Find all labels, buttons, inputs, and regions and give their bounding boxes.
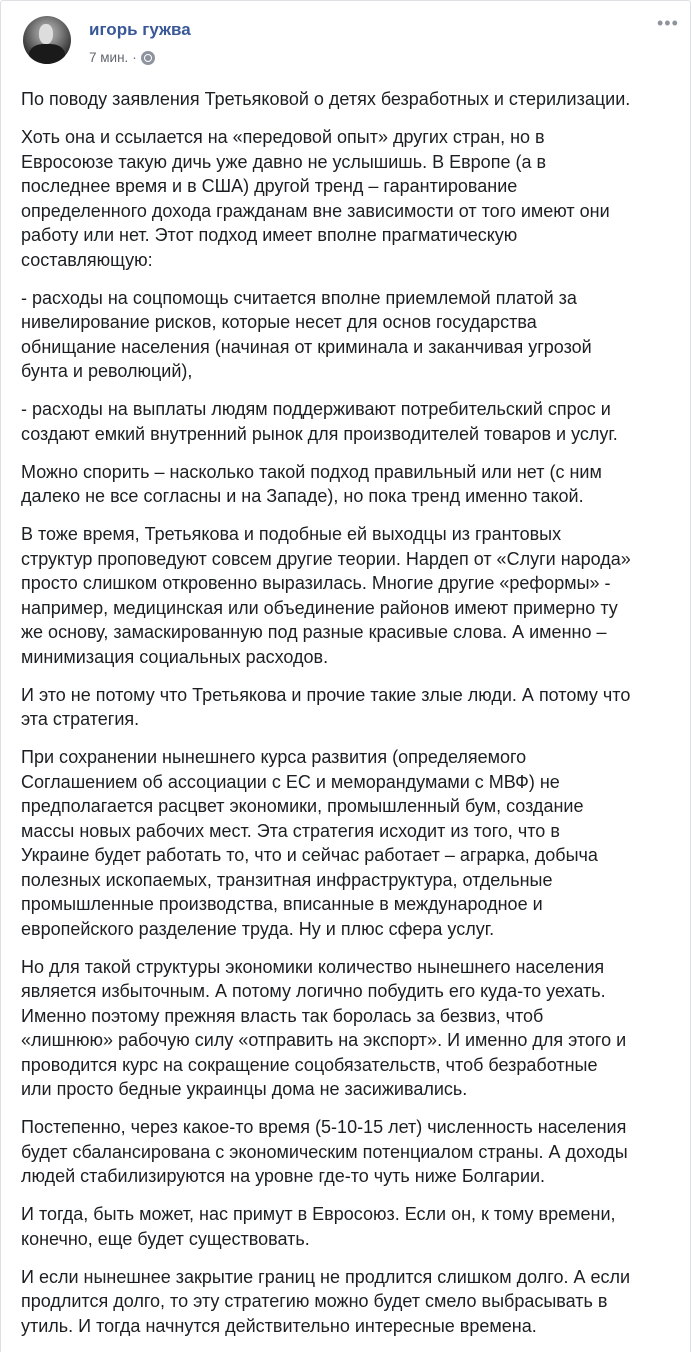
paragraph-line: И тогда, быть может, нас примут в Евросоюз. Если он, к тому времени, <box>21 1204 616 1224</box>
paragraph-line: По поводу заявления Третьяковой о детях безработных и стерилизации. <box>21 89 631 109</box>
paragraph-line: же основу, замаскированную под разные красивые слова. А именно – <box>21 622 607 642</box>
paragraph-line: Можно спорить – насколько такой подход правильный или нет (с ним <box>21 461 602 482</box>
paragraph-line: Но для такой структуры экономики количество нынешнего населения <box>21 956 605 977</box>
paragraph-line: или просто бедные украинцы дома не засиживались. <box>21 1079 468 1099</box>
paragraph-line: Соглашением об ассоциации с ЕС и меморандумами с МВФ) не <box>21 771 560 792</box>
paragraph-line: - расходы на соцпомощь считается вполне приемлемой платой за <box>21 287 577 308</box>
paragraph-line: будет сбалансирована с экономическим потенциалом страны. А доходы <box>21 1141 628 1162</box>
more-options-icon[interactable]: ••• <box>657 13 679 33</box>
paragraph-line: структур проповедуют совсем другие теории. Нардеп от «Слуги народа» <box>21 548 631 569</box>
paragraph-line: массы новых рабочих мест. Эта стратегия исходит из того, что в <box>21 820 560 841</box>
paragraph-line: далеко не все согласны и на Западе), но пока тренд именно такой. <box>21 486 584 506</box>
post-paragraph <box>21 1202 686 1251</box>
post-meta <box>89 50 155 65</box>
paragraph-line: создают емкий внутренний рынок для производителей товаров и услуг. <box>21 423 618 444</box>
post-paragraph <box>21 955 686 1102</box>
meta-separator: · <box>132 50 137 65</box>
paragraph-line: «лишнюю» рабочую силу «отправить на экспорт». И именно для этого и <box>21 1030 627 1050</box>
paragraph-line: минимизация социальных расходов. <box>21 646 329 667</box>
post-paragraph <box>21 683 686 732</box>
paragraph-line: Именно поэтому прежняя власть так боролась за безвиз, чтоб <box>21 1005 544 1026</box>
paragraph-line: нивелирование рисков, которые несет для основ государства <box>21 312 537 332</box>
paragraph-line: В тоже время, Третьякова и подобные ей выходцы из грантовых <box>21 524 562 544</box>
paragraph-line: конечно, еще будет существовать. <box>21 1228 310 1249</box>
post-time[interactable]: 7 мин. <box>89 50 129 65</box>
author-avatar[interactable] <box>23 16 71 64</box>
paragraph-line: составляющую: <box>21 249 153 270</box>
paragraph-line: например, медицинская или объединение районов имеют примерно ту <box>21 597 618 618</box>
paragraph-line: эта стратегия. <box>21 709 140 729</box>
paragraph-line: Украине будет работать то, что и сейчас работает – аграрка, добыча <box>21 845 598 865</box>
post-paragraph <box>21 522 686 669</box>
paragraph-line: просто слишком откровенно выразилась. Многие другие «реформы» - <box>21 573 611 593</box>
paragraph-line: промышленные производства, вписанные в международное и <box>21 894 543 914</box>
post-paragraph <box>21 397 686 446</box>
globe-icon[interactable] <box>141 51 155 65</box>
paragraph-line: обнищание населения (начиная от криминала и заканчивая угрозой <box>21 336 592 357</box>
post-paragraph <box>21 1265 686 1339</box>
post-paragraph <box>21 1115 686 1189</box>
post-paragraph <box>21 286 686 384</box>
paragraph-line: последнее время и в США) другой тренд – гарантирование <box>21 176 518 196</box>
paragraph-line: работу или нет. Этот подход имеет вполне прагматическую <box>21 225 518 245</box>
paragraph-line: определенного дохода гражданам вне зависимости от того имеют они <box>21 200 610 221</box>
paragraph-line: И если нынешнее закрытие границ не продлится слишком долго. А если <box>21 1266 631 1287</box>
paragraph-line: Постепенно, через какое-то время (5-10-15 лет) численность населения <box>21 1117 627 1137</box>
author-name[interactable]: игорь гужва <box>89 20 191 39</box>
paragraph-line: предполагается расцвет экономики, промышленный бум, создание <box>21 796 584 816</box>
post-paragraph <box>21 125 686 272</box>
paragraph-line: утиль. И тогда начнутся действительно интересные времена. <box>21 1315 537 1336</box>
post-paragraph <box>21 745 686 941</box>
paragraph-line: европейского разделение труда. Ну и плюс сфера услуг. <box>21 918 495 939</box>
post-paragraph <box>21 460 686 509</box>
paragraph-line: Хоть она и ссылается на «передовой опыт» других стран, но в <box>21 127 545 147</box>
paragraph-line: - расходы на выплаты людям поддерживают потребительский спрос и <box>21 399 611 419</box>
post-text <box>21 87 686 1352</box>
paragraph-line: Евросоюзе такую дичь уже давно не услышишь. В Европе (а в <box>21 151 547 172</box>
paragraph-line: является избыточным. А потому логично побудить его куда-то уехать. <box>21 981 606 1001</box>
paragraph-line: бунта и революций), <box>21 361 193 381</box>
paragraph-line: людей стабилизируются на уровне где-то чуть ниже Болгарии. <box>21 1166 546 1186</box>
paragraph-line: При сохранении нынешнего курса развития (определяемого <box>21 747 527 767</box>
paragraph-line: проводится курс на сокращение соцобязательств, чтоб безработные <box>21 1054 598 1075</box>
paragraph-line: продлится долго, то эту стратегию можно будет смело выбрасывать в <box>21 1291 608 1311</box>
paragraph-line: полезных ископаемых, транзитная инфраструктура, отдельные <box>21 869 553 890</box>
paragraph-line: И это не потому что Третьякова и прочие такие злые люди. А потому что <box>21 684 631 705</box>
post-paragraph <box>21 87 686 112</box>
